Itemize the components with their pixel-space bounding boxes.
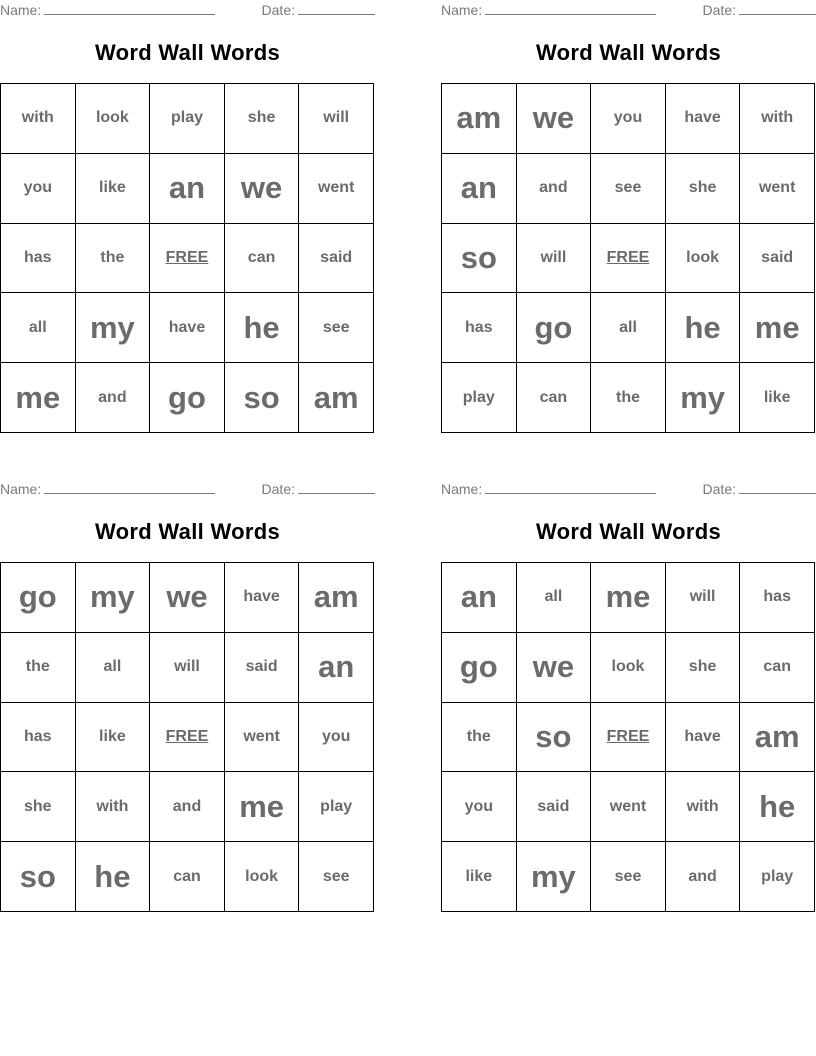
card-title: Word Wall Words xyxy=(95,519,280,544)
word-cell[interactable]: went xyxy=(740,154,815,224)
word-cell[interactable]: she xyxy=(1,772,76,842)
word-cell[interactable]: you xyxy=(591,84,666,154)
word-cell[interactable]: said xyxy=(517,772,592,842)
name-label: Name: xyxy=(441,2,483,18)
date-blank-line[interactable] xyxy=(739,13,816,15)
word-cell[interactable]: look xyxy=(76,84,151,154)
word-cell[interactable]: with xyxy=(76,772,151,842)
free-space-cell[interactable]: FREE xyxy=(591,224,666,294)
word-cell[interactable]: my xyxy=(666,363,741,433)
name-blank-line[interactable] xyxy=(44,13,215,15)
word-cell[interactable]: go xyxy=(517,293,592,363)
word-cell[interactable]: my xyxy=(517,842,592,912)
word-cell[interactable]: will xyxy=(666,563,741,633)
name-field[interactable] xyxy=(441,2,656,18)
word-cell[interactable]: she xyxy=(666,154,741,224)
word-cell[interactable]: we xyxy=(225,154,300,224)
word-cell[interactable]: an xyxy=(150,154,225,224)
date-label: Date: xyxy=(261,481,295,497)
word-cell[interactable]: my xyxy=(76,293,151,363)
name-label: Name: xyxy=(441,481,483,497)
word-cell[interactable]: play xyxy=(740,842,815,912)
word-cell[interactable]: has xyxy=(1,224,76,294)
word-cell[interactable]: all xyxy=(1,293,76,363)
word-cell[interactable]: me xyxy=(225,772,300,842)
bingo-card-1 xyxy=(0,0,375,440)
word-cell[interactable]: he xyxy=(76,842,151,912)
free-space-cell[interactable]: FREE xyxy=(150,703,225,773)
word-cell[interactable]: go xyxy=(150,363,225,433)
word-cell[interactable]: go xyxy=(1,563,76,633)
word-cell[interactable]: she xyxy=(666,633,741,703)
date-field[interactable] xyxy=(703,481,816,497)
card-header xyxy=(441,0,816,20)
date-blank-line[interactable] xyxy=(298,13,375,15)
word-cell[interactable]: have xyxy=(225,563,300,633)
name-blank-line[interactable] xyxy=(485,492,656,494)
word-cell[interactable]: said xyxy=(740,224,815,294)
word-grid xyxy=(441,562,815,912)
word-cell[interactable]: all xyxy=(591,293,666,363)
date-label: Date: xyxy=(702,2,736,18)
word-cell[interactable]: have xyxy=(150,293,225,363)
name-blank-line[interactable] xyxy=(485,13,656,15)
word-cell[interactable]: like xyxy=(740,363,815,433)
card-title: Word Wall Words xyxy=(95,40,280,65)
word-cell[interactable]: will xyxy=(150,633,225,703)
word-cell[interactable]: went xyxy=(225,703,300,773)
bingo-card-3 xyxy=(0,479,375,919)
word-cell[interactable]: me xyxy=(591,563,666,633)
word-grid xyxy=(441,83,815,433)
word-cell[interactable]: all xyxy=(517,563,592,633)
word-grid xyxy=(0,562,374,912)
word-cell[interactable]: see xyxy=(591,842,666,912)
word-cell[interactable]: you xyxy=(442,772,517,842)
word-cell[interactable]: an xyxy=(299,633,374,703)
bingo-card-2 xyxy=(441,0,816,440)
word-cell[interactable]: and xyxy=(666,842,741,912)
date-blank-line[interactable] xyxy=(739,492,816,494)
word-cell[interactable]: can xyxy=(517,363,592,433)
free-space-cell[interactable]: FREE xyxy=(150,224,225,294)
word-cell[interactable]: went xyxy=(299,154,374,224)
word-cell[interactable]: will xyxy=(299,84,374,154)
word-cell[interactable]: he xyxy=(740,772,815,842)
word-cell[interactable]: all xyxy=(76,633,151,703)
word-cell[interactable]: an xyxy=(442,154,517,224)
word-cell[interactable]: can xyxy=(150,842,225,912)
word-cell[interactable]: me xyxy=(740,293,815,363)
date-field[interactable] xyxy=(262,481,375,497)
word-cell[interactable]: have xyxy=(666,703,741,773)
word-cell[interactable]: am xyxy=(299,563,374,633)
word-cell[interactable]: has xyxy=(1,703,76,773)
word-cell[interactable]: am xyxy=(442,84,517,154)
word-cell[interactable]: we xyxy=(517,84,592,154)
word-cell[interactable]: like xyxy=(76,154,151,224)
word-cell[interactable]: and xyxy=(517,154,592,224)
word-cell[interactable]: so xyxy=(225,363,300,433)
word-cell[interactable]: he xyxy=(225,293,300,363)
word-cell[interactable]: with xyxy=(666,772,741,842)
word-cell[interactable]: can xyxy=(225,224,300,294)
word-cell[interactable]: the xyxy=(76,224,151,294)
date-field[interactable] xyxy=(703,2,816,18)
date-label: Date: xyxy=(261,2,295,18)
name-field[interactable] xyxy=(0,2,215,18)
word-cell[interactable]: with xyxy=(740,84,815,154)
word-cell[interactable]: play xyxy=(299,772,374,842)
word-cell[interactable]: with xyxy=(1,84,76,154)
word-cell[interactable]: we xyxy=(150,563,225,633)
word-cell[interactable]: went xyxy=(591,772,666,842)
word-cell[interactable]: like xyxy=(76,703,151,773)
word-cell[interactable]: so xyxy=(517,703,592,773)
card-title: Word Wall Words xyxy=(536,519,721,544)
word-cell[interactable]: and xyxy=(150,772,225,842)
word-cell[interactable]: so xyxy=(442,224,517,294)
bingo-card-4 xyxy=(441,479,816,919)
word-cell[interactable]: have xyxy=(666,84,741,154)
name-label: Name: xyxy=(0,481,42,497)
word-cell[interactable]: he xyxy=(666,293,741,363)
word-cell[interactable]: play xyxy=(442,363,517,433)
word-cell[interactable]: has xyxy=(740,563,815,633)
word-cell[interactable]: the xyxy=(1,633,76,703)
name-label: Name: xyxy=(0,2,42,18)
word-cell[interactable]: see xyxy=(299,842,374,912)
word-cell[interactable]: play xyxy=(150,84,225,154)
word-cell[interactable]: said xyxy=(225,633,300,703)
word-cell[interactable]: you xyxy=(299,703,374,773)
word-cell[interactable]: you xyxy=(1,154,76,224)
word-cell[interactable]: am xyxy=(740,703,815,773)
word-cell[interactable]: we xyxy=(517,633,592,703)
word-cell[interactable]: look xyxy=(666,224,741,294)
word-cell[interactable]: me xyxy=(1,363,76,433)
name-field[interactable] xyxy=(441,481,656,497)
card-header xyxy=(0,0,375,20)
word-cell[interactable]: so xyxy=(1,842,76,912)
word-cell[interactable]: look xyxy=(591,633,666,703)
word-cell[interactable]: and xyxy=(76,363,151,433)
word-cell[interactable]: see xyxy=(591,154,666,224)
word-cell[interactable]: the xyxy=(591,363,666,433)
word-cell[interactable]: has xyxy=(442,293,517,363)
name-field[interactable] xyxy=(0,481,215,497)
free-space-cell[interactable]: FREE xyxy=(591,703,666,773)
word-cell[interactable]: go xyxy=(442,633,517,703)
word-cell[interactable]: can xyxy=(740,633,815,703)
word-cell[interactable]: an xyxy=(442,563,517,633)
date-label: Date: xyxy=(702,481,736,497)
word-cell[interactable]: will xyxy=(517,224,592,294)
card-header xyxy=(0,479,375,499)
word-cell[interactable]: my xyxy=(76,563,151,633)
card-header xyxy=(441,479,816,499)
word-cell[interactable]: said xyxy=(299,224,374,294)
word-cell[interactable]: look xyxy=(225,842,300,912)
word-cell[interactable]: like xyxy=(442,842,517,912)
date-field[interactable] xyxy=(262,2,375,18)
word-grid xyxy=(0,83,374,433)
card-title: Word Wall Words xyxy=(536,40,721,65)
word-cell[interactable]: the xyxy=(442,703,517,773)
word-cell[interactable]: am xyxy=(299,363,374,433)
word-cell[interactable]: see xyxy=(299,293,374,363)
word-cell[interactable]: she xyxy=(225,84,300,154)
name-blank-line[interactable] xyxy=(44,492,215,494)
date-blank-line[interactable] xyxy=(298,492,375,494)
